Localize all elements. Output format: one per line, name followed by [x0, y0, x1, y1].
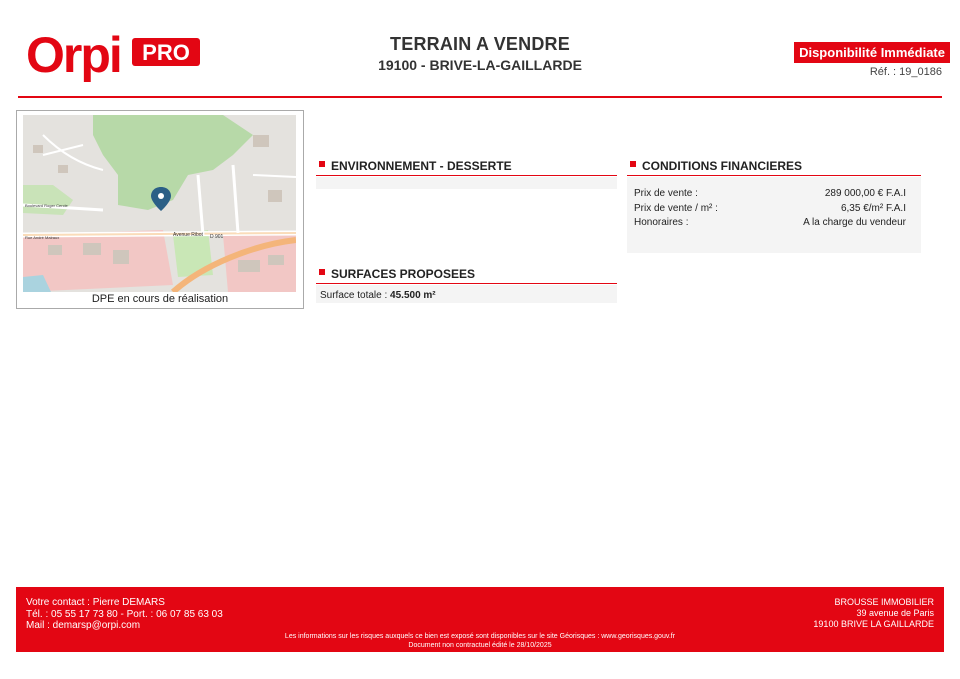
location-map-panel	[16, 110, 304, 309]
contact-mail: Mail : demarsp@orpi.com	[26, 620, 141, 631]
surface-value: 45.500 m²	[390, 290, 436, 301]
agency-city: 19100 BRIVE LA GAILLARDE	[813, 619, 934, 629]
bullet-square-icon	[319, 269, 325, 275]
environment-title-text: ENVIRONNEMENT - DESSERTE	[331, 159, 512, 173]
agency-street: 39 avenue de Paris	[856, 608, 934, 618]
listing-location: 19100 - BRIVE-LA-GAILLARDE	[378, 57, 582, 73]
georisques-notice: Les informations sur les risques auxquels ce bien est exposé sont disponibles sur le site Géorisques : www.georisques.gouv.fr	[284, 633, 676, 640]
financial-row-label: Prix de vente :	[634, 188, 698, 199]
dpe-caption: DPE en cours de réalisation	[91, 293, 229, 305]
financial-row-fees	[634, 217, 906, 228]
financial-title-text: CONDITIONS FINANCIERES	[642, 159, 803, 173]
bullet-square-icon	[630, 161, 636, 167]
svg-text:PRO: PRO	[142, 40, 190, 65]
financial-row-value: A la charge du vendeur	[803, 217, 906, 228]
header-divider	[18, 96, 942, 98]
document-date-notice: Document non contractuel édité le 28/10/2025	[408, 641, 552, 649]
surfaces-title-text: SURFACES PROPOSEES	[331, 267, 476, 281]
location-map	[23, 115, 296, 292]
agency-name: BROUSSE IMMOBILIER	[834, 597, 934, 607]
contact-phone: Tél. : 05 55 17 73 80 - Port. : 06 07 85 63 03	[26, 608, 223, 620]
map-road-label: D 901	[210, 234, 224, 240]
map-road-label: Avenue Ribot	[173, 232, 203, 238]
legal-notice	[16, 633, 944, 650]
contact-name: Votre contact : Pierre DEMARS	[26, 597, 165, 608]
listing-title-block	[300, 34, 660, 73]
svg-text:Orpi: Orpi	[26, 27, 121, 82]
financial-row-label: Honoraires :	[634, 217, 689, 228]
financial-row-price-per-m2	[634, 203, 906, 214]
surfaces-section-title	[319, 267, 475, 281]
financial-divider	[627, 175, 921, 176]
surfaces-divider	[316, 283, 617, 284]
map-road-label: Boulevard Roger Cercle	[25, 203, 68, 208]
agency-block	[813, 597, 934, 630]
bullet-square-icon	[319, 161, 325, 167]
reference-number: Réf. : 19_0186	[869, 66, 942, 78]
surface-label: Surface totale :	[320, 290, 388, 301]
footer-banner	[16, 587, 944, 652]
financial-section-title	[630, 159, 802, 173]
map-road-label: Rue André Malraux	[25, 235, 60, 240]
financial-row-label: Prix de vente / m² :	[634, 203, 718, 214]
contact-block	[26, 597, 223, 632]
listing-title: TERRAIN A VENDRE	[390, 34, 570, 54]
surface-total	[320, 290, 436, 301]
environment-content	[316, 177, 617, 189]
financial-row-value: 6,35 €/m² F.A.I	[840, 203, 906, 214]
orpi-pro-logo	[26, 26, 202, 82]
availability-badge: Disponibilité Immédiate	[794, 42, 950, 63]
financial-row-price	[634, 188, 906, 199]
environment-section-title	[319, 159, 512, 173]
financial-row-value: 289 000,00 € F.A.I	[824, 188, 906, 199]
environment-divider	[316, 175, 617, 176]
